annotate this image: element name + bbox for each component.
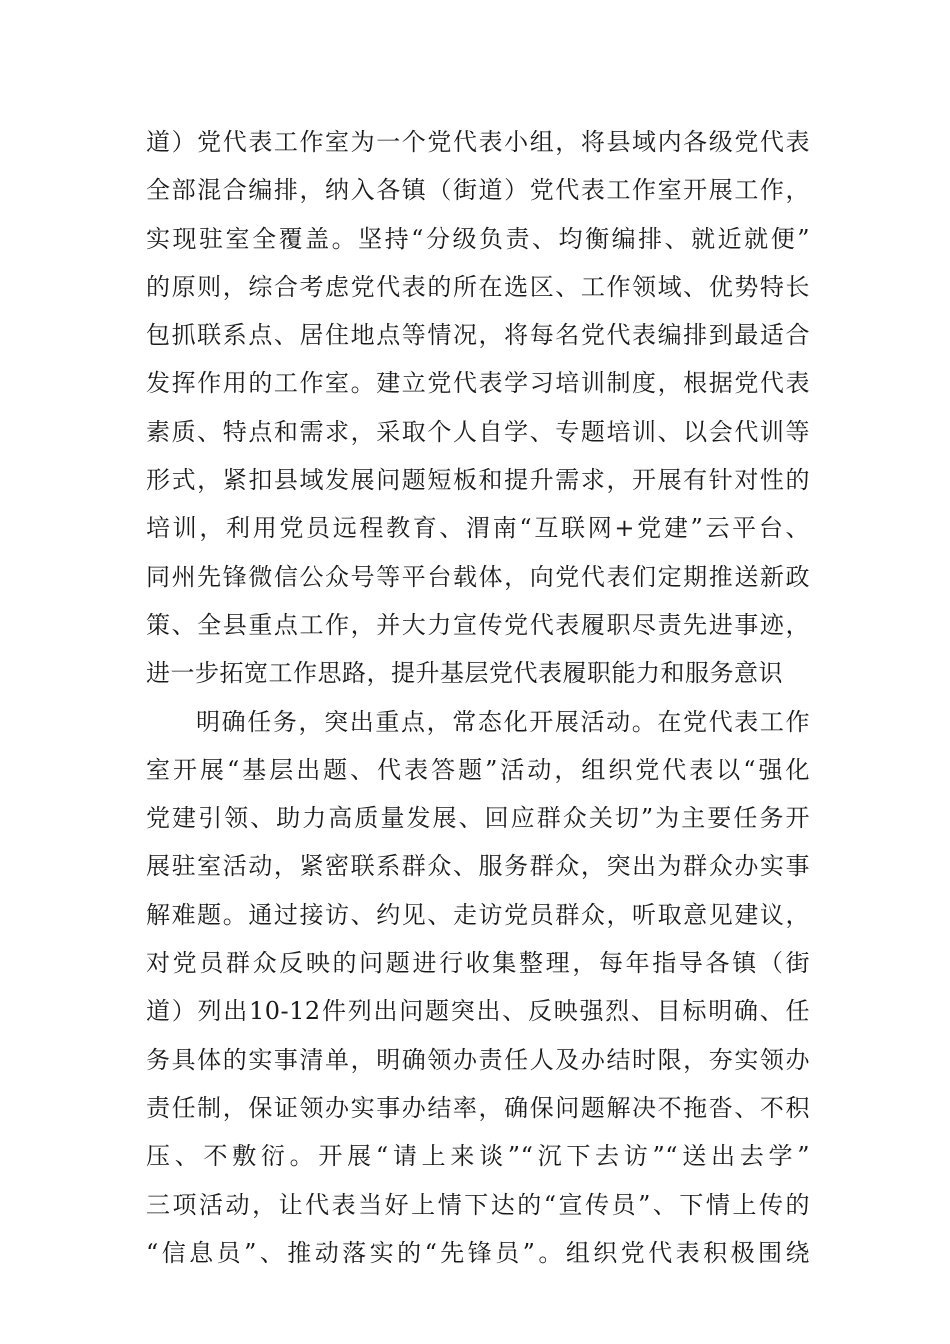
text-line: 道）列出10-12件列出问题突出、反映强烈、目标明确、任 [146, 997, 810, 1026]
text-line: 全部混合编排，纳入各镇（街道）党代表工作室开展工作， [146, 176, 810, 205]
text-line: 形式，紧扣县域发展问题短板和提升需求，开展有针对性的 [146, 466, 810, 495]
text-line: 实现驻室全覆盖。坚持“分级负责、均衡编排、就近就便” [146, 224, 810, 253]
paragraph-start-line: 明确任务，突出重点，常态化开展活动。在党代表工作 [196, 707, 810, 736]
text-line: 发挥作用的工作室。建立党代表学习培训制度，根据党代表 [146, 369, 810, 398]
text-line: 解难题。通过接访、约见、走访党员群众，听取意见建议， [146, 900, 810, 929]
text-line: 同州先锋微信公众号等平台载体，向党代表们定期推送新政 [146, 562, 810, 591]
text-line: 压、不敷衍。开展“请上来谈”“沉下去访”“送出去学” [146, 1142, 810, 1171]
text-line: “信息员”、推动落实的“先锋员”。组织党代表积极围绕 [146, 1238, 810, 1267]
text-line: 三项活动，让代表当好上情下达的“宣传员”、下情上传的 [146, 1190, 810, 1219]
text-line: 对党员群众反映的问题进行收集整理，每年指导各镇（街 [146, 949, 810, 978]
text-line: 策、全县重点工作，并大力宣传党代表履职尽责先进事迹， [146, 610, 810, 639]
text-line: 责任制，保证领办实事办结率，确保问题解决不拖沓、不积 [146, 1093, 810, 1122]
body-text [146, 118, 810, 1277]
paragraph-end-line: 进一步拓宽工作思路，提升基层党代表履职能力和服务意识 [146, 659, 783, 688]
text-line: 道）党代表工作室为一个党代表小组，将县域内各级党代表 [146, 128, 810, 156]
text-line: 室开展“基层出题、代表答题”活动，组织党代表以“强化 [146, 755, 810, 784]
text-line: 的原则，综合考虑党代表的所在选区、工作领域、优势特长 [146, 272, 810, 301]
text-line: 培训，利用党员远程教育、渭南“互联网+党建”云平台、 [146, 514, 810, 543]
text-line: 展驻室活动，紧密联系群众、服务群众，突出为群众办实事 [146, 852, 810, 881]
text-line: 党建引领、助力高质量发展、回应群众关切”为主要任务开 [146, 804, 810, 833]
text-line: 包抓联系点、居住地点等情况，将每名党代表编排到最适合 [146, 321, 810, 350]
text-line: 素质、特点和需求，采取个人自学、专题培训、以会代训等 [146, 417, 810, 446]
text-line: 务具体的实事清单，明确领办责任人及办结时限，夯实领办 [146, 1045, 810, 1074]
